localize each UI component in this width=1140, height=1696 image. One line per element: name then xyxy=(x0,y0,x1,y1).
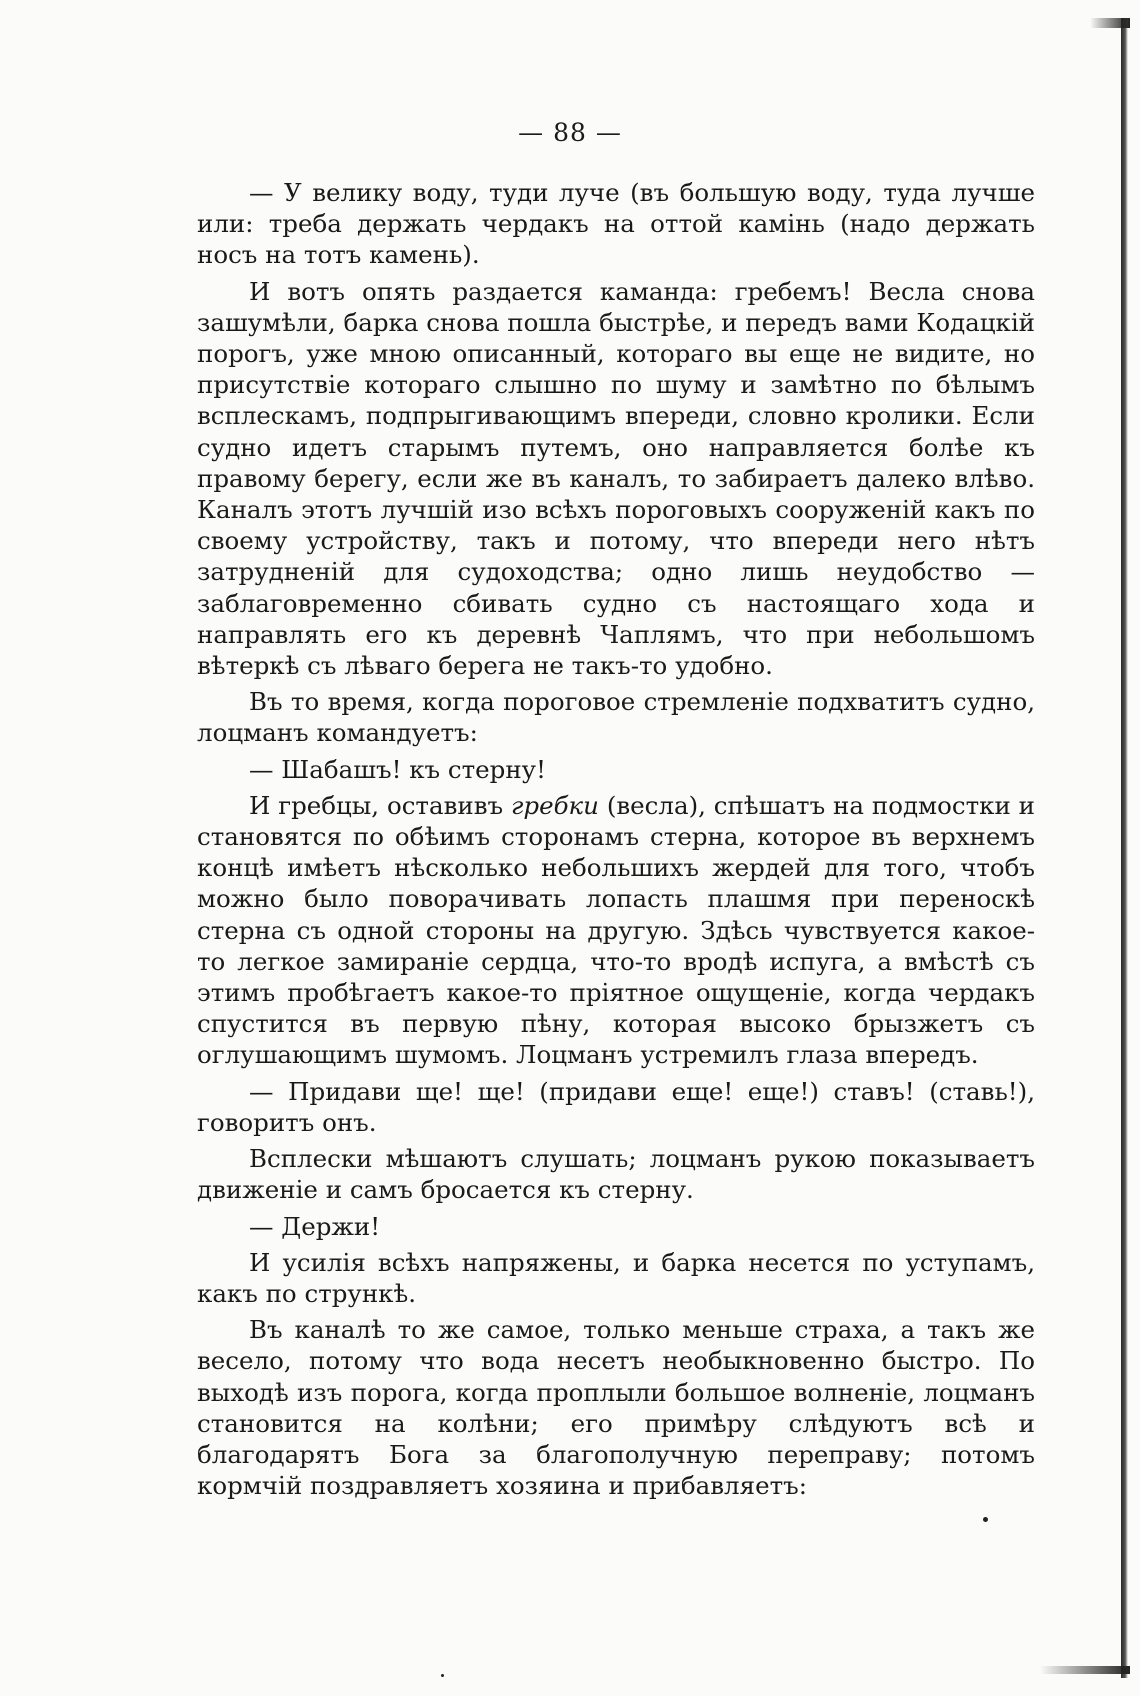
paragraph-text: (весла), спѣшатъ на подмостки и становятся по обѣимъ сторонамъ стерна, которое въ верхнемъ концѣ имѣетъ нѣсколько небольшихъ жердей для того, чтобъ можно было поворачивать лопасть плашмя при переноскѣ стерна съ одной стороны на другую. Здѣсь чувствуется какое-то легкое замираніе сердца, что-то вродѣ испуга, а вмѣстѣ съ этимъ пробѣгаетъ какое-то пріятное ощущеніе, когда чердакъ спустится въ первую пѣну, которая высоко брызжетъ съ оглушающимъ шумомъ. Лоцманъ устремилъ глаза впередъ. xyxy=(197,790,1035,1070)
paragraph: — У велику воду, туди луче (въ большую воду, туда лучше или: треба держать чердакъ на оттой камінь (надо держать носъ на тотъ камень). xyxy=(197,178,1035,270)
page-text xyxy=(197,177,1035,1501)
page-edge-bottom xyxy=(1040,1666,1130,1674)
paragraph: Въ то время, когда пороговое стремленіе подхватитъ судно, лоцманъ командуетъ: xyxy=(197,687,1035,748)
page-edge-top xyxy=(1090,18,1130,28)
paragraph xyxy=(197,790,1035,1071)
italic-term: гребки xyxy=(511,790,599,820)
paragraph: — Держи! xyxy=(249,1211,381,1241)
page-number: — 88 — xyxy=(518,118,622,147)
paragraph: Въ каналѣ то же самое, только меньше страха, а такъ же весело, потому что вода несетъ необыкновенно быстро. По выходѣ изъ порога, когда проплыли большое волненіе, лоцманъ становится на колѣни; его примѣру слѣдуютъ всѣ и благодарятъ Бога за благополучную переправу; потомъ кормчій поздравляетъ хозяина и прибавляетъ: xyxy=(197,1315,1035,1501)
ink-speck xyxy=(983,1517,988,1522)
ink-speck xyxy=(441,1674,444,1677)
paragraph: — Придави ще! ще! (придави еще! еще!) ставъ! (ставь!), говоритъ онъ. xyxy=(197,1076,1035,1137)
paragraph-text: И гребцы, оставивъ xyxy=(249,790,511,820)
paragraph: — Шабашъ! къ стерну! xyxy=(249,754,546,784)
paragraph: И усилія всѣхъ напряжены, и барка несется по уступамъ, какъ по стрункѣ. xyxy=(197,1247,1035,1308)
paragraph: И вотъ опять раздается каманда: гребемъ! Весла снова зашумѣли, барка снова пошла быстрѣе, и передъ вами Кодацкій порогъ, уже мною описанный, котораго вы еще не видите, но присутствіе котораго слышно по шуму и замѣтно по бѣлымъ всплескамъ, подпрыгивающимъ впереди, словно кролики. Если судно идетъ старымъ путемъ, оно направляется болѣе къ правому берегу, если же въ каналъ, то забираетъ далеко влѣво. Каналъ этотъ лучшій изо всѣхъ пороговыхъ сооруженій какъ по своему устройству, такъ и потому, что впереди него нѣтъ затрудненій для судоходства; одно лишь неудобство — заблаговременно сбивать судно съ настоящаго хода и направлять его къ деревнѣ Чаплямъ, что при небольшомъ вѣтеркѣ съ лѣваго берега не такъ-то удобно. xyxy=(197,276,1035,681)
page-edge xyxy=(1121,18,1128,1678)
paragraph: Всплески мѣшаютъ слушать; лоцманъ рукою показываетъ движеніе и самъ бросается къ стерну. xyxy=(197,1144,1035,1205)
